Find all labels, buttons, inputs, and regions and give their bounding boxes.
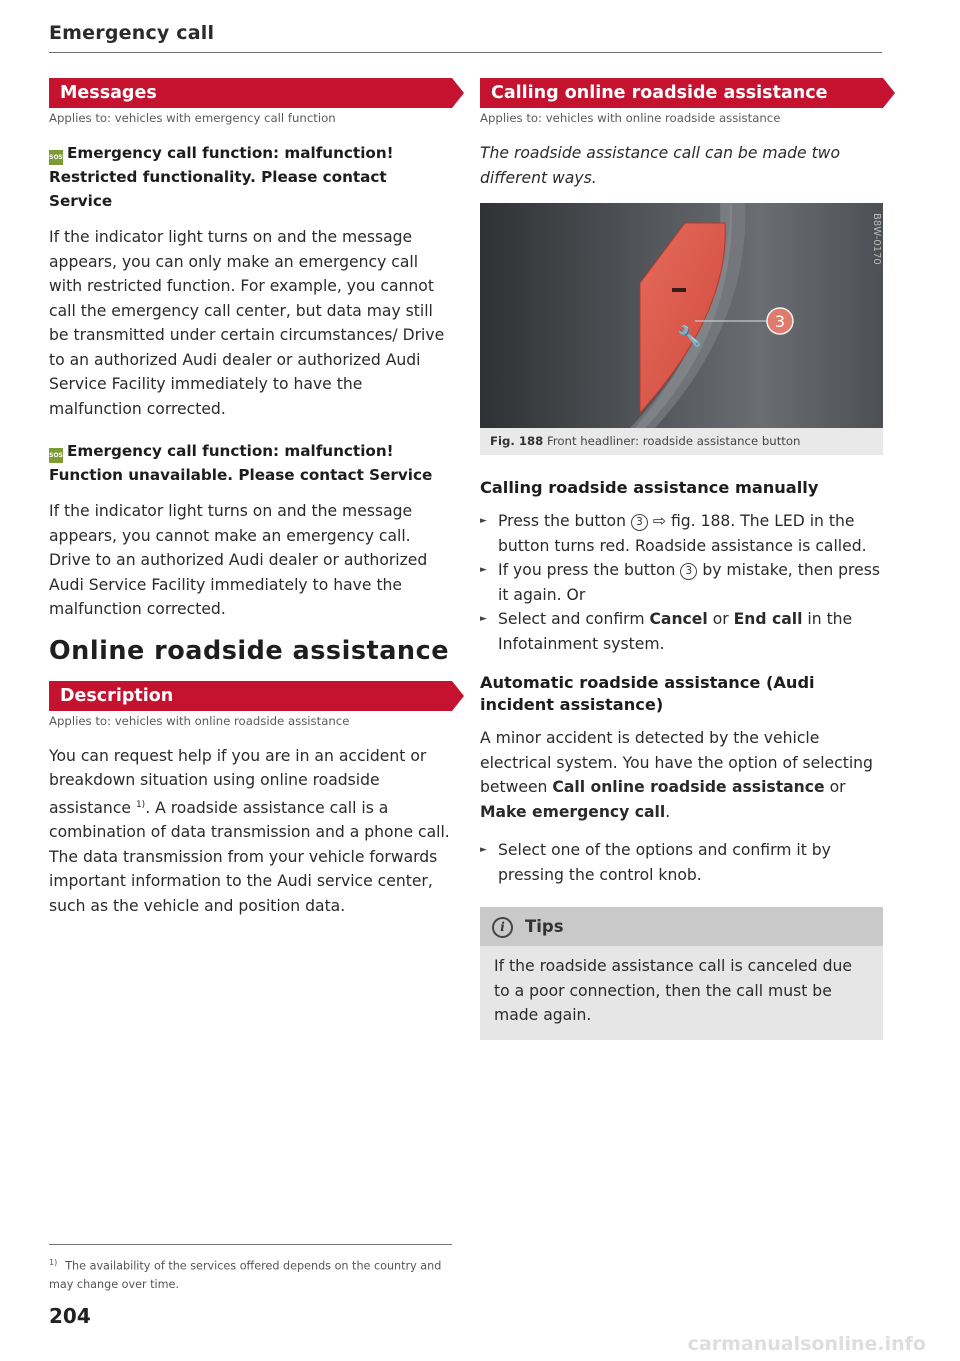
- auto-body: [480, 726, 883, 824]
- figure-caption-label: Fig. 188: [490, 434, 544, 448]
- or-text: or: [829, 778, 846, 796]
- or-text: or: [712, 610, 729, 628]
- step-item: ► Select one of the options and confirm it by pressing the control knob.: [480, 838, 883, 887]
- tips-box: [480, 907, 883, 1040]
- message-2-title: [49, 439, 452, 487]
- description-bar: Description: [49, 681, 452, 711]
- figure-caption: [480, 428, 883, 455]
- step-3-text-b: in the Infotainment system.: [498, 610, 853, 653]
- page-number: 204: [49, 1304, 91, 1328]
- calling-applies: Applies to: vehicles with online roadside assistance: [480, 111, 781, 125]
- section-title: Online roadside assistance: [49, 635, 449, 666]
- step-item: [480, 558, 883, 607]
- step-item: [480, 607, 883, 656]
- wrench-icon: 🔧: [677, 324, 702, 348]
- running-header: Emergency call: [49, 22, 215, 44]
- step-2-text: If you press the button: [498, 561, 676, 579]
- step-2-text-b: by mistake, then press it again. Or: [498, 561, 880, 604]
- description-applies: Applies to: vehicles with online roadside assistance: [49, 713, 350, 728]
- make-emergency-label: Make emergency call: [480, 802, 666, 821]
- messages-applies: Applies to: vehicles with emergency call function: [49, 111, 336, 125]
- end-call-label: End call: [733, 610, 803, 628]
- footnote-text: The availability of the services offered depends on the country and may change over time.: [49, 1259, 442, 1291]
- description-text-1: You can request help if you are in an accident or breakdown situation using online roadside assistance: [49, 746, 427, 817]
- left-column: [49, 78, 452, 932]
- step-item: [480, 509, 883, 558]
- figure-callout: 3: [774, 312, 786, 331]
- figure-caption-text: Front headliner: roadside assistance button: [546, 434, 801, 448]
- step-1-text: Press the button: [498, 512, 626, 530]
- sos-indicator-icon: SOS: [49, 448, 63, 463]
- message-1-body: If the indicator light turns on and the message appears, you can only make an emergency call with restricted function. For example, you cannot call the emergency call center, but data may still be transmitted under certain circumstances/ Drive to an authorized Audi dealer or authorized Audi Service Facility immediately to have the malfunction corrected.: [49, 228, 445, 418]
- headliner-illustration: [480, 203, 883, 428]
- calling-bar: Calling online roadside assistance: [480, 78, 883, 108]
- info-icon: i: [492, 917, 513, 938]
- right-column: [480, 78, 883, 1040]
- auto-heading: Automatic roadside assistance (Audi incident assistance): [480, 673, 815, 714]
- manual-heading: Calling roadside assistance manually: [480, 478, 819, 497]
- manual-steps: [480, 509, 883, 656]
- step-3-text: Select and confirm: [498, 610, 645, 628]
- watermark: carmanualsonline.info: [687, 1333, 926, 1355]
- auto-steps: [480, 838, 883, 887]
- message-2-title-text: Emergency call function: malfunction! Function unavailable. Please contact Service: [49, 442, 433, 484]
- call-online-label: Call online roadside assistance: [552, 778, 825, 796]
- cancel-label: Cancel: [649, 610, 708, 628]
- sos-indicator-icon: SOS: [49, 150, 63, 165]
- footnote-marker: 1): [49, 1258, 58, 1267]
- intro-text: The roadside assistance call can be made two different ways.: [480, 144, 840, 187]
- description-text-2: . A roadside assistance call is a combination of data transmission and a phone call. The data transmission from your vehicle forwards important information to the Audi service center, such as the vehicle and position data.: [49, 798, 450, 915]
- messages-bar: Messages: [49, 78, 452, 108]
- message-2-body: If the indicator light turns on and the message appears, you cannot make an emergency call. Drive to an authorized Audi dealer or authorized Audi Service Facility immediately to have the malfunction corrected.: [49, 502, 428, 618]
- message-1-title: [49, 141, 452, 213]
- button-3-ref: 3: [680, 563, 697, 580]
- header-rule: [49, 52, 882, 53]
- footnote-rule: [49, 1244, 452, 1245]
- tips-header: [480, 907, 883, 946]
- auto-end: .: [665, 802, 671, 821]
- tips-title: Tips: [525, 917, 564, 936]
- auto-text: A minor accident is detected by the vehicle electrical system. You have the option of selecting between: [480, 729, 873, 796]
- headliner-svg: [480, 203, 883, 428]
- description-body: [49, 744, 452, 919]
- footnote: [49, 1254, 452, 1294]
- button-3-ref: 3: [631, 514, 648, 531]
- step-1-text-b[interactable]: ⇨ fig. 188. The LED in the button turns red. Roadside assistance is called.: [498, 512, 867, 555]
- tips-body: If the roadside assistance call is canceled due to a poor connection, then the call must be made again.: [494, 957, 853, 1024]
- message-1-title-text: Emergency call function: malfunction! Restricted functionality. Please contact Service: [49, 144, 394, 210]
- figure-188: [480, 203, 883, 455]
- figure-code: B8W-0170: [871, 213, 882, 265]
- footnote-ref[interactable]: 1): [135, 799, 146, 810]
